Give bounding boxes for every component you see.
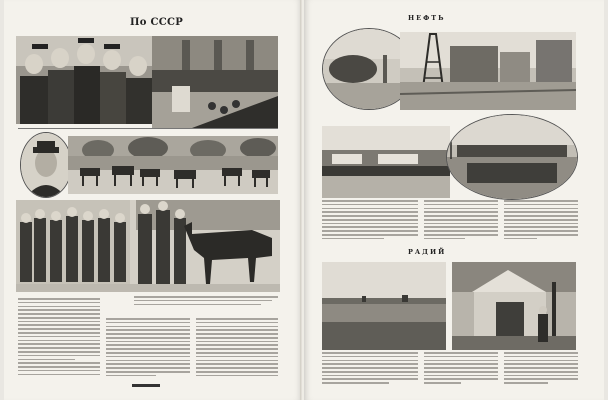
caption-rule-top <box>18 128 278 129</box>
section-title-oil: НЕФТЬ <box>408 14 446 22</box>
photo-people-horse <box>16 200 280 292</box>
photo-oil-derricks <box>400 32 576 110</box>
photo-oil-works-oval <box>446 114 578 200</box>
oil-text-col3 <box>504 200 578 244</box>
oil-text-col1 <box>322 200 418 244</box>
body-text-left-col2 <box>106 318 190 380</box>
photo-group-men <box>16 36 156 124</box>
caption-text-left <box>134 296 278 312</box>
oil-text-col2 <box>424 200 498 244</box>
body-text-left-col1 <box>18 298 100 380</box>
radium-text-col1 <box>322 352 418 388</box>
photo-radium-landscape <box>322 262 446 350</box>
left-page-title: По СССР <box>130 17 184 28</box>
radium-text-col3 <box>504 352 578 388</box>
right-page <box>304 0 604 400</box>
page-footer-mark <box>132 384 160 387</box>
photo-portrait-oval <box>20 132 72 198</box>
photo-meeting-hall <box>152 36 278 128</box>
left-page <box>4 0 302 400</box>
radium-text-col2 <box>424 352 498 388</box>
photo-oil-storage <box>322 126 450 198</box>
photo-horse-race <box>68 136 278 194</box>
photo-radium-tent <box>452 262 576 350</box>
section-title-radium: РАДИЙ <box>408 248 447 256</box>
body-text-left-col3 <box>196 318 278 380</box>
